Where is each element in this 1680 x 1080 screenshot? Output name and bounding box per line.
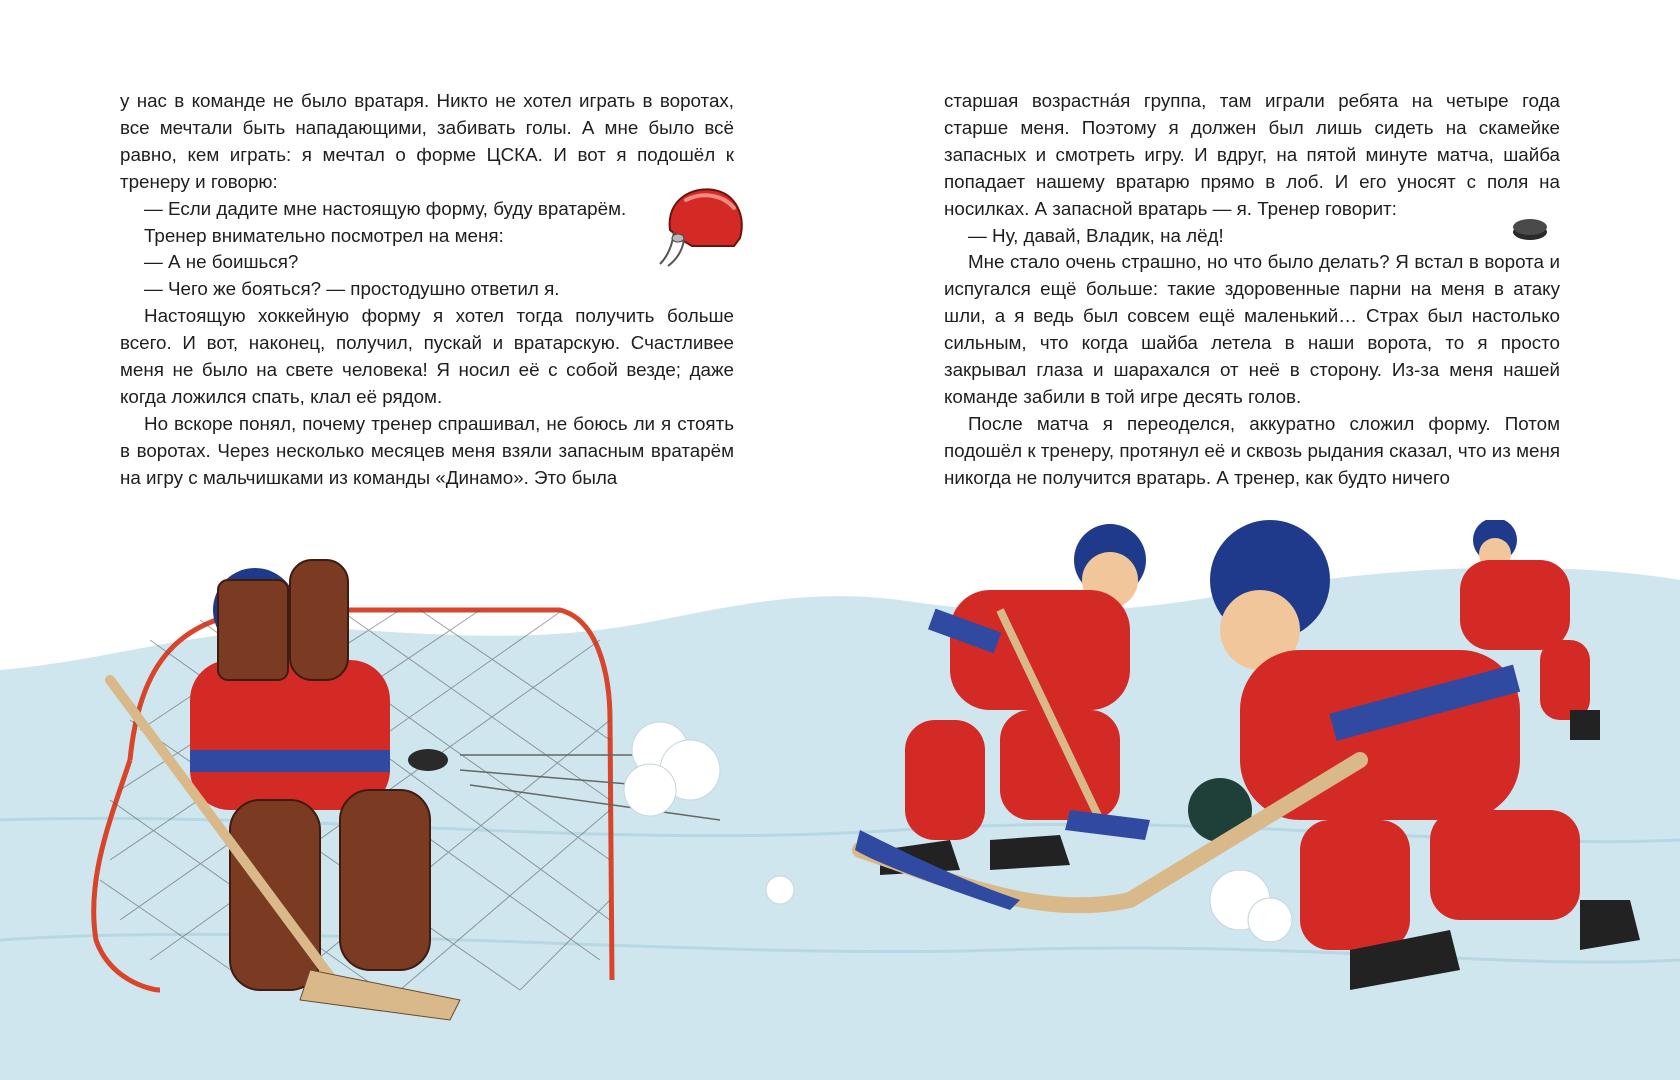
hockey-puck-icon (1510, 216, 1550, 244)
paragraph: старшая возрастна́я группа, там играли ребята на четыре года старше меня. Поэтому я должен был лишь сидеть на скамейке запасных и смотреть игру. И вдруг, на пятой минуте матча, шайба попадает нашему вратарю прямо в лоб. И его уносят с поля на носилках. А запасной вратарь — я. Тренер говорит: (944, 90, 1560, 219)
right-page-text (944, 88, 1560, 492)
paragraph: — А не боишься? (144, 251, 299, 273)
paragraph: — Если дадите мне настоящую форму, буду вратарём. (144, 197, 627, 219)
paragraph: После матча я переоделся, аккуратно сложил форму. Потом подошёл к тренеру, протянул её и сквозь рыдания сказал, что из меня никогда не получится вратарь. А тренер, как будто ничего (944, 412, 1560, 488)
paragraph: — Ну, давай, Владик, на лёд! (968, 224, 1224, 246)
paragraph: — Чего же бояться? — простодушно ответил я. (144, 278, 560, 300)
red-helmet-icon (652, 182, 748, 270)
hockey-illustration (0, 520, 1680, 1080)
left-page-text (120, 88, 734, 492)
paragraph: у нас в команде не было вратаря. Никто не хотел играть в воротах, все мечтали быть нападающими, забивать голы. А мне было всё равно, кем играть: я мечтал о форме ЦСКА. И вот я подошёл к тренеру и говорю: (120, 90, 734, 192)
paragraph: Но вскоре понял, почему тренер спрашивал, не боюсь ли я стоять в воротах. Через несколько месяцев меня взяли запасным вратарём на игру с мальчишками из команды «Динамо». Это была (120, 412, 734, 488)
paragraph: Настоящую хоккейную форму я хотел тогда получить больше всего. И вот, наконец, получил, пускай и вратарскую. Счастливее меня не было на свете человека! Я носил её с собой везде; даже когда ложился спать, клал её рядом. (120, 305, 734, 407)
paragraph: Тренер внимательно посмотрел на меня: (144, 224, 504, 246)
paragraph: Мне стало очень страшно, но что было делать? Я встал в ворота и испугался ещё больше: такие здоровенные парни на меня в атаку шли, а я ведь был совсем ещё маленький… Страх был настолько сильным, что когда шайба летела в наши ворота, то я просто закрывал глаза и шарахался от неё в сторону. Из-за меня нашей команде забили в той игре десять голов. (944, 251, 1560, 407)
